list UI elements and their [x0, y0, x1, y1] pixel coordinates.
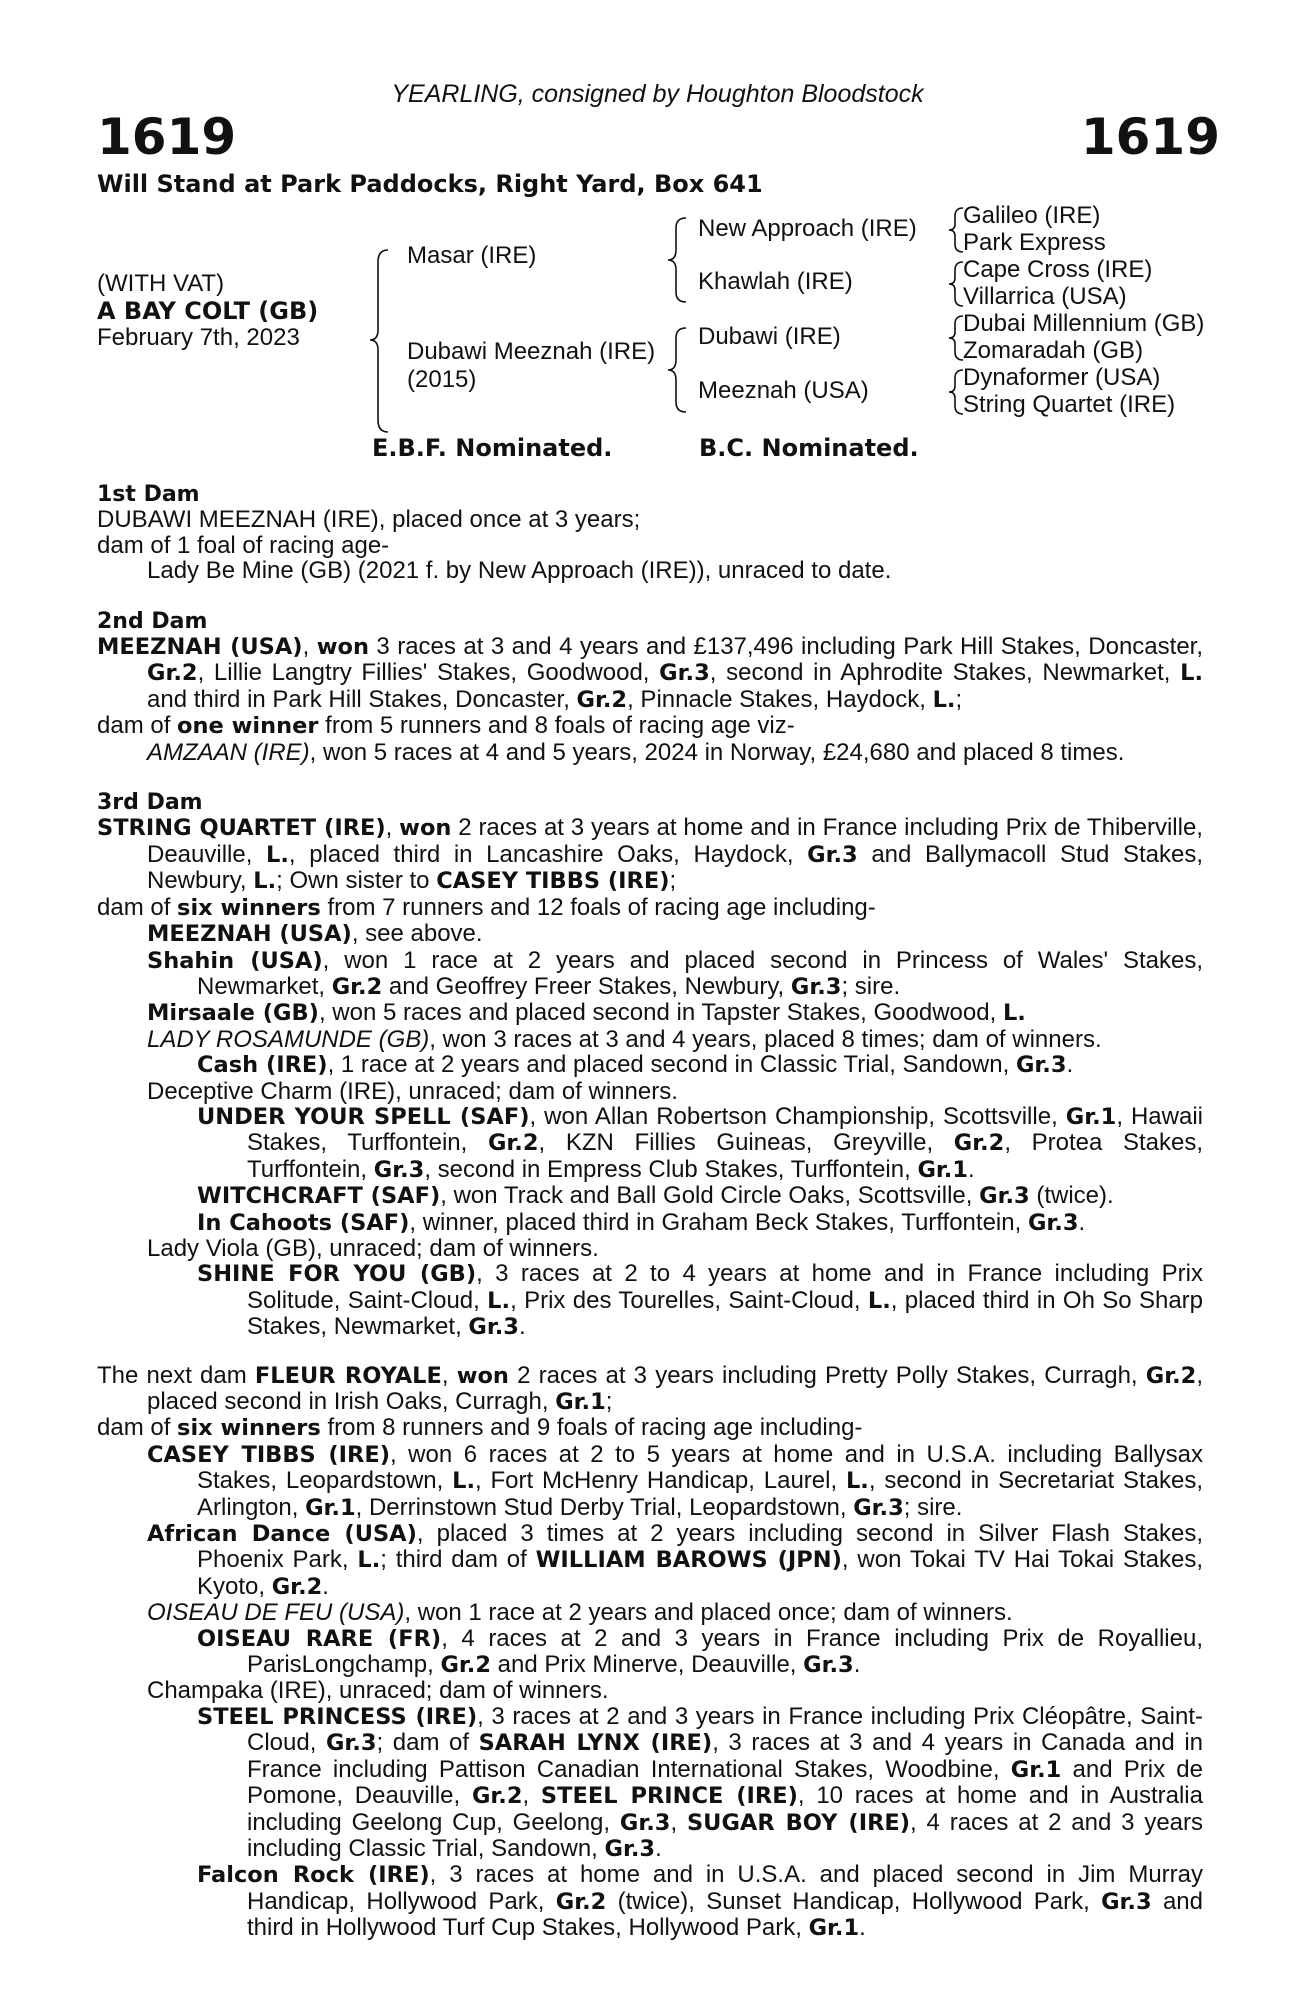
bold-run: Gr.1	[1065, 1103, 1117, 1130]
produce-entry: Mirsaale (GB), won 5 races and placed second in Tapster Stakes, Goodwood, L.	[147, 999, 1026, 1027]
bold-run: MEEZNAH (USA)	[147, 921, 352, 948]
first-dam-line: DUBAWI MEEZNAH (IRE), placed once at 3 years;	[97, 506, 641, 534]
bold-run: Gr.2	[487, 1130, 539, 1157]
bold-run: Gr.2	[147, 660, 198, 687]
second-dam-heading: 2nd Dam	[97, 608, 208, 634]
bold-run: OISEAU RARE (FR)	[197, 1625, 442, 1652]
bold-run: L.	[253, 868, 277, 895]
bold-run: African Dance (USA)	[147, 1521, 417, 1548]
next-dam-foals: dam of six winners from 8 runners and 9 foals of racing age including-	[97, 1414, 863, 1442]
consignment-line: YEARLING, consigned by Houghton Bloodstock	[391, 80, 924, 108]
lot-number-right: 1619	[1080, 108, 1220, 166]
foaling-date: February 7th, 2023	[97, 324, 300, 351]
vat-note: (WITH VAT)	[97, 270, 225, 297]
bold-run: Gr.2	[576, 686, 628, 713]
dam-name: Dubawi Meeznah (IRE)	[407, 338, 656, 365]
bold-run: Gr.1	[555, 1389, 606, 1415]
bold-run: Gr.3	[325, 1730, 377, 1757]
bold-run: Gr.2	[555, 1888, 607, 1915]
bold-run: won	[456, 1362, 509, 1389]
bold-run: SUGAR BOY (IRE)	[686, 1809, 911, 1836]
bold-run: Shahin (USA)	[147, 947, 323, 974]
produce-entry: STEEL PRINCESS (IRE), 3 races at 2 and 3 years in France including Prix Cléopâtre, Saint-Cloud, Gr.3; dam of SARAH LYNX (IRE), 3 races at 3 and 4 years in Canada and in France including Pattison Canadian International Stakes, Woodbine, Gr.1 and Prix de Pomone, Deauville, Gr.2, STEEL PRINCE (IRE), 10 races at home and in Australia including Geelong Cup, Geelong, Gr.3, SUGAR BOY (IRE), 4 races at 2 and 3 years including Classic Trial, Sandown, Gr.3.	[197, 1702, 1204, 1862]
first-dam-foals: dam of 1 foal of racing age-	[97, 531, 390, 559]
ggdam-1: Park Express	[963, 229, 1106, 256]
produce-entry: OISEAU RARE (FR), 4 races at 2 and 3 years in France including Prix de Royallieu, ParisLongchamp, Gr.2 and Prix Minerve, Deauville, Gr.3.	[197, 1624, 1203, 1679]
next-dam-record: The next dam FLEUR ROYALE, won 2 races at 3 years including Pretty Polly Stakes, Curragh, Gr.2, placed second in Irish Oaks, Curragh, Gr.1;	[97, 1361, 1203, 1415]
produce-entry: MEEZNAH (USA), see above.	[147, 920, 483, 948]
bold-run: Gr.3	[604, 1835, 656, 1862]
produce-entry: Shahin (USA), won 1 race at 2 years and placed second in Princess of Wales' Stakes, Newmarket, Gr.2 and Geoffrey Freer Stakes, Newbury, Gr.3; sire.	[147, 946, 1203, 1000]
produce-entry: Falcon Rock (IRE), 3 races at home and in U.S.A. and placed second in Jim Murray Handicap, Hollywood Park, Gr.2 (twice), Sunset Handicap, Hollywood Park, Gr.3 and third in Hollywood Turf Cup Stakes, Hollywood Park, Gr.1.	[197, 1861, 1204, 1942]
italic-run: OISEAU DE FEU (USA)	[147, 1599, 405, 1627]
bold-run: Cash (IRE)	[197, 1052, 328, 1079]
bold-run: L.	[487, 1287, 511, 1314]
first-dam-heading: 1st Dam	[97, 482, 200, 507]
second-dam-record: MEEZNAH (USA), won 3 races at 3 and 4 years and £137,496 including Park Hill Stakes, Doncaster, Gr.2, Lillie Langtry Fillies' Stakes, Goodwood, Gr.3, second in Aphrodite Stakes, Newmarket, L. and third in Park Hill Stakes, Doncaster, Gr.2, Pinnacle Stakes, Haydock, L.;	[97, 633, 1204, 713]
ggsire-2: Cape Cross (IRE)	[963, 256, 1153, 283]
bold-run: Gr.3	[1015, 1052, 1067, 1079]
bold-run: Gr.3	[373, 1156, 425, 1183]
bold-run: L.	[1180, 660, 1203, 687]
bold-run: Gr.3	[1027, 1209, 1079, 1236]
ggdam-2: Villarrica (USA)	[963, 283, 1127, 310]
ggsire-3: Dubai Millennium (GB)	[963, 310, 1205, 337]
bc-nominated: B.C. Nominated.	[699, 434, 919, 462]
dam-of-sire: Khawlah (IRE)	[698, 268, 853, 295]
bold-run: L.	[357, 1547, 381, 1574]
bold-run: L.	[452, 1468, 476, 1495]
bold-run: Gr.1	[808, 1915, 860, 1942]
produce-entry: LADY ROSAMUNDE (GB), won 3 races at 3 and 4 years, placed 8 times; dam of winners.	[147, 1025, 1102, 1053]
bold-run: L.	[867, 1287, 891, 1314]
bold-run: Gr.2	[471, 1783, 523, 1810]
bold-run: MEEZNAH (USA)	[97, 634, 303, 661]
produce-entry: CASEY TIBBS (IRE), won 6 races at 2 to 5 years at home and in U.S.A. including Ballysax Stakes, Leopardstown, L., Fort McHenry Handicap, Laurel, L., second in Secretariat Stakes, Arlington, Gr.1, Derrinstown Stud Derby Trial, Leopardstown, Gr.3; sire.	[147, 1440, 1203, 1521]
produce-entry: Deceptive Charm (IRE), unraced; dam of winners.	[147, 1077, 678, 1105]
bold-run: one winner	[177, 713, 319, 740]
bold-run: Gr.3	[807, 841, 858, 868]
bold-run: Gr.2	[271, 1573, 323, 1600]
ggsire-4: Dynaformer (USA)	[963, 364, 1161, 391]
bold-run: STRING QUARTET (IRE)	[97, 815, 386, 842]
ggdam-3: Zomaradah (GB)	[963, 337, 1144, 364]
produce-entry: Champaka (IRE), unraced; dam of winners.	[147, 1677, 609, 1705]
bold-run: won	[316, 634, 369, 661]
bold-run: Gr.3	[1101, 1888, 1152, 1915]
bold-run: SARAH LYNX (IRE)	[478, 1730, 713, 1757]
bold-run: Falcon Rock (IRE)	[197, 1862, 430, 1889]
stand-location: Will Stand at Park Paddocks, Right Yard, Box 641	[97, 170, 763, 198]
bold-run: CASEY TIBBS (IRE)	[147, 1441, 390, 1468]
bold-run: Gr.3	[979, 1183, 1030, 1210]
bold-run: Gr.2	[440, 1652, 492, 1679]
bold-run: Gr.2	[1145, 1362, 1197, 1389]
bold-run: Gr.3	[853, 1494, 904, 1521]
italic-run: AMZAAN (IRE)	[147, 738, 310, 766]
bold-run: In Cahoots (SAF)	[197, 1209, 410, 1236]
bold-run: UNDER YOUR SPELL (SAF)	[197, 1103, 530, 1130]
bold-run: Mirsaale (GB)	[147, 1000, 319, 1027]
produce-entry: In Cahoots (SAF), winner, placed third in Graham Beck Stakes, Turffontein, Gr.3.	[197, 1208, 1086, 1236]
bold-run: Gr.1	[917, 1156, 969, 1183]
produce-entry: SHINE FOR YOU (GB), 3 races at 2 to 4 years at home and in France including Prix Solitude, Saint-Cloud, L., Prix des Tourelles, Saint-Cloud, L., placed third in Oh So Sharp Stakes, Newmarket, Gr.3.	[197, 1260, 1204, 1341]
bold-run: L.	[266, 841, 289, 868]
bold-run: L.	[845, 1468, 869, 1495]
bold-run: six winners	[177, 1415, 321, 1442]
sire-of-sire: New Approach (IRE)	[698, 215, 917, 242]
italic-run: LADY ROSAMUNDE (GB)	[147, 1025, 430, 1053]
bold-run: six winners	[177, 894, 321, 921]
bold-run: Gr.3	[803, 1652, 854, 1679]
bold-run: Gr.1	[1010, 1756, 1062, 1783]
bold-run: CASEY TIBBS (IRE)	[436, 868, 670, 895]
bold-run: won	[399, 815, 452, 842]
dam-foaled-year: (2015)	[407, 366, 477, 393]
produce-entry: Lady Viola (GB), unraced; dam of winners.	[147, 1234, 599, 1262]
produce-entry: African Dance (USA), placed 3 times at 2 years including second in Silver Flash Stakes, Phoenix Park, L.; third dam of WILLIAM BAROWS (JPN), won Tokai TV Hai Tokai Stakes, Kyoto, Gr.2.	[147, 1520, 1203, 1600]
bold-run: Gr.3	[790, 973, 842, 1000]
third-dam-heading: 3rd Dam	[97, 790, 203, 816]
first-dam-produce: Lady Be Mine (GB) (2021 f. by New Approach (IRE)), unraced to date.	[147, 557, 892, 585]
bold-run: Gr.3	[659, 660, 710, 687]
bold-run: WILLIAM BAROWS (JPN)	[535, 1547, 842, 1574]
sire-name: Masar (IRE)	[407, 242, 537, 269]
bold-run: Gr.2	[953, 1130, 1005, 1157]
second-dam-produce: AMZAAN (IRE), won 5 races at 4 and 5 years, 2024 in Norway, £24,680 and placed 8 times.	[147, 738, 1125, 766]
produce-entry: UNDER YOUR SPELL (SAF), won Allan Robertson Championship, Scottsville, Gr.1, Hawaii Stakes, Turffontein, Gr.2, KZN Fillies Guineas, Greyville, Gr.2, Protea Stakes, Turffontein, Gr.3, second in Empress Club Stakes, Turffontein, Gr.1.	[197, 1102, 1204, 1183]
sire-of-dam: Dubawi (IRE)	[698, 323, 841, 350]
bold-run: WITCHCRAFT (SAF)	[197, 1183, 441, 1210]
ggdam-4: String Quartet (IRE)	[963, 391, 1176, 418]
second-dam-foals: dam of one winner from 5 runners and 8 foals of racing age viz-	[97, 712, 795, 740]
bold-run: FLEUR ROYALE	[254, 1362, 442, 1389]
bold-run: Gr.3	[619, 1809, 671, 1836]
bold-run: SHINE FOR YOU (GB)	[197, 1261, 477, 1288]
dam-of-dam: Meeznah (USA)	[698, 377, 869, 404]
lot-number-left: 1619	[97, 108, 237, 166]
bold-run: L.	[932, 686, 956, 713]
third-dam-foals: dam of six winners from 7 runners and 12 foals of racing age including-	[97, 893, 876, 921]
horse-name: A BAY COLT (GB)	[97, 297, 319, 325]
produce-entry: WITCHCRAFT (SAF), won Track and Ball Gold Circle Oaks, Scottsville, Gr.3 (twice).	[197, 1182, 1114, 1210]
bold-run: STEEL PRINCE (IRE)	[540, 1783, 798, 1810]
ggsire-1: Galileo (IRE)	[963, 202, 1101, 229]
bold-run: STEEL PRINCESS (IRE)	[197, 1703, 478, 1730]
ebf-nominated: E.B.F. Nominated.	[372, 434, 613, 462]
catalogue-body	[97, 472, 1203, 1942]
produce-entry: Cash (IRE), 1 race at 2 years and placed second in Classic Trial, Sandown, Gr.3.	[197, 1051, 1074, 1079]
produce-entry: OISEAU DE FEU (USA), won 1 race at 2 years and placed once; dam of winners.	[147, 1599, 1013, 1627]
third-dam-record: STRING QUARTET (IRE), won 2 races at 3 years at home and in France including Prix de Thiberville, Deauville, L., placed third in Lancashire Oaks, Haydock, Gr.3 and Ballymacoll Stud Stakes, Newbury, L.; Own sister to CASEY TIBBS (IRE);	[97, 814, 1204, 895]
bold-run: Gr.2	[331, 973, 383, 1000]
bold-run: Gr.1	[305, 1494, 356, 1521]
bold-run: Gr.3	[468, 1314, 519, 1341]
bold-run: L.	[1002, 1000, 1026, 1027]
